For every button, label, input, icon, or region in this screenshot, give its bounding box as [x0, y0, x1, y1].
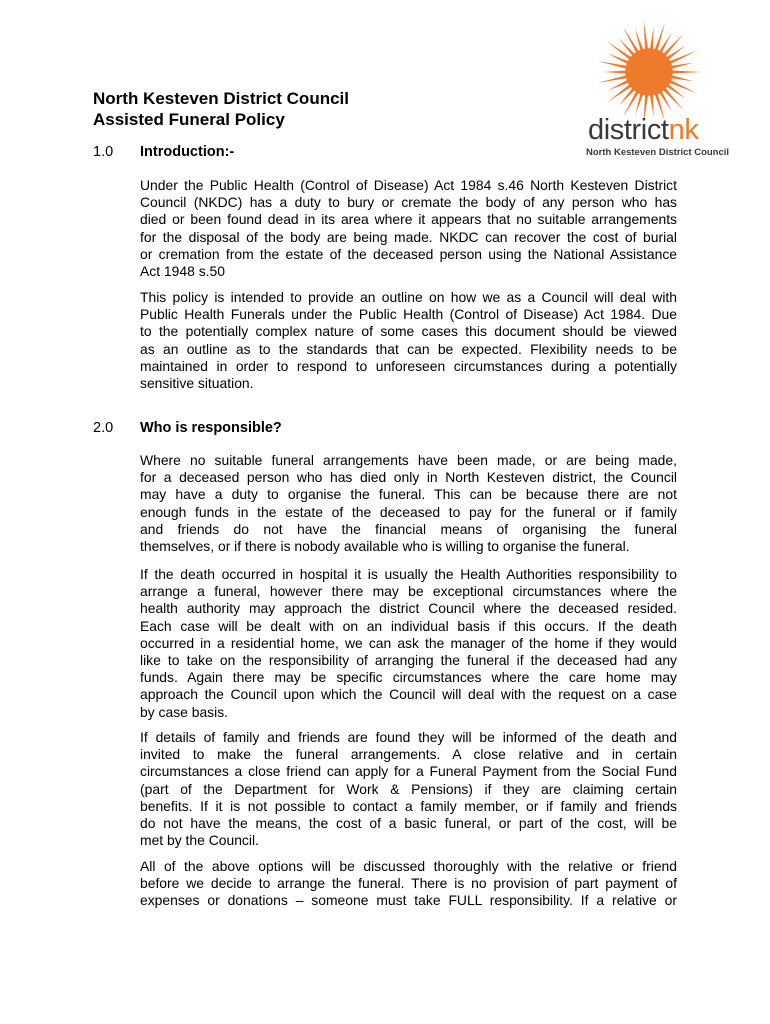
sun-ray	[619, 87, 636, 106]
sun-ray	[598, 75, 628, 83]
section-1-paragraph-1: Under the Public Health (Control of Disease) Act 1984 s.46 North Kesteven District Council (NKDC) has a duty to bury or cremate the body of any person who has died or been found dead in its area where it appears that no suitable arrangements for the disposal of the body are being made. NKDC can recover the cost of burial or cremation from the estate of the deceased person using the National Assistance Act 1948 s.50	[140, 177, 677, 280]
title-line-2: Assisted Funeral Policy	[93, 110, 285, 129]
section-2-paragraph-4: All of the above options will be discussed thoroughly with the relative or friend before we decide to arrange the funeral. There is no provision of part payment of expenses or donations – someone must take FULL responsibility. If a relative or	[140, 858, 677, 909]
section-2-paragraph-2: If the death occurred in hospital it is usually the Health Authorities responsibility to arrange a funeral, however there may be exceptional circumstances where the health authority may approach the district Council where the deceased resided. Each case will be dealt with on an individual basis if this occurs. If the death occurred in a residential home, we can ask the manager of the home if they would like to take on the responsibility of arranging the funeral if the deceased had any funds. Again there may be specific circumstances where the care home may approach the Council upon which the Council will deal with the request on a case by case basis.	[140, 566, 677, 720]
sun-ray	[598, 61, 628, 69]
sun-ray	[665, 45, 685, 60]
sun-ray	[668, 51, 696, 65]
sun-ray	[644, 20, 649, 50]
section-1-number: 1.0	[93, 144, 114, 160]
sun-ray	[665, 83, 685, 98]
section-1-paragraph-2: This policy is intended to provide an outline on how we as a Council will deal with Public Health Funerals under the Public Health (Control of Disease) Act 1984. Due to the potentially complex nature of some cases this document should be viewed as an outline as to the standards that can be expected. Flexibility needs to be maintained in order to respond to unforeseen circumstances during a potentially sensitive situation.	[140, 289, 677, 392]
district-nk-logo	[580, 18, 740, 168]
sun-ray	[670, 75, 694, 82]
sun-ray	[671, 70, 701, 73]
sun-ray	[670, 63, 694, 70]
sun-logo-icon	[595, 18, 703, 126]
sun-ray	[623, 90, 640, 117]
section-1-heading: Introduction:-	[140, 144, 235, 160]
title-line-1: North Kesteven District Council	[93, 89, 349, 108]
document-title	[93, 88, 349, 130]
sun-ray	[619, 38, 636, 57]
section-2-heading: Who is responsible?	[140, 420, 282, 436]
section-2-number: 2.0	[93, 420, 114, 436]
logo-wordmark: districtnk	[588, 114, 699, 146]
sun-ray	[623, 27, 640, 54]
logo-subtitle: North Kesteven District Council	[586, 147, 730, 158]
section-2-paragraph-1: Where no suitable funeral arrangements have been made, or are being made, for a deceased person who has died only in North Kesteven district, the Council may have a duty to organise the funeral. This can be because there are not enough funds in the estate of the deceased to pay for the funeral or if family and friends do not have the financial means of organising the funeral themselves, or if there is nobody available who is willing to organise the funeral.	[140, 452, 677, 555]
sun-ray	[650, 27, 654, 51]
sun-ray	[604, 70, 628, 73]
sun-ray	[668, 79, 696, 93]
section-2-paragraph-3: If details of family and friends are found they will be informed of the death and invited to make the funeral arrangements. A close relative and in certain circumstances a close friend can apply for a Funeral Payment from the Social Fund (part of the Department for Work & Pensions) if they are claiming certain benefits. If it is not possible to contact a family member, or if family and friends do not have the means, the cost of a basic funeral, or part of the cost, will be met by the Council.	[140, 729, 677, 849]
